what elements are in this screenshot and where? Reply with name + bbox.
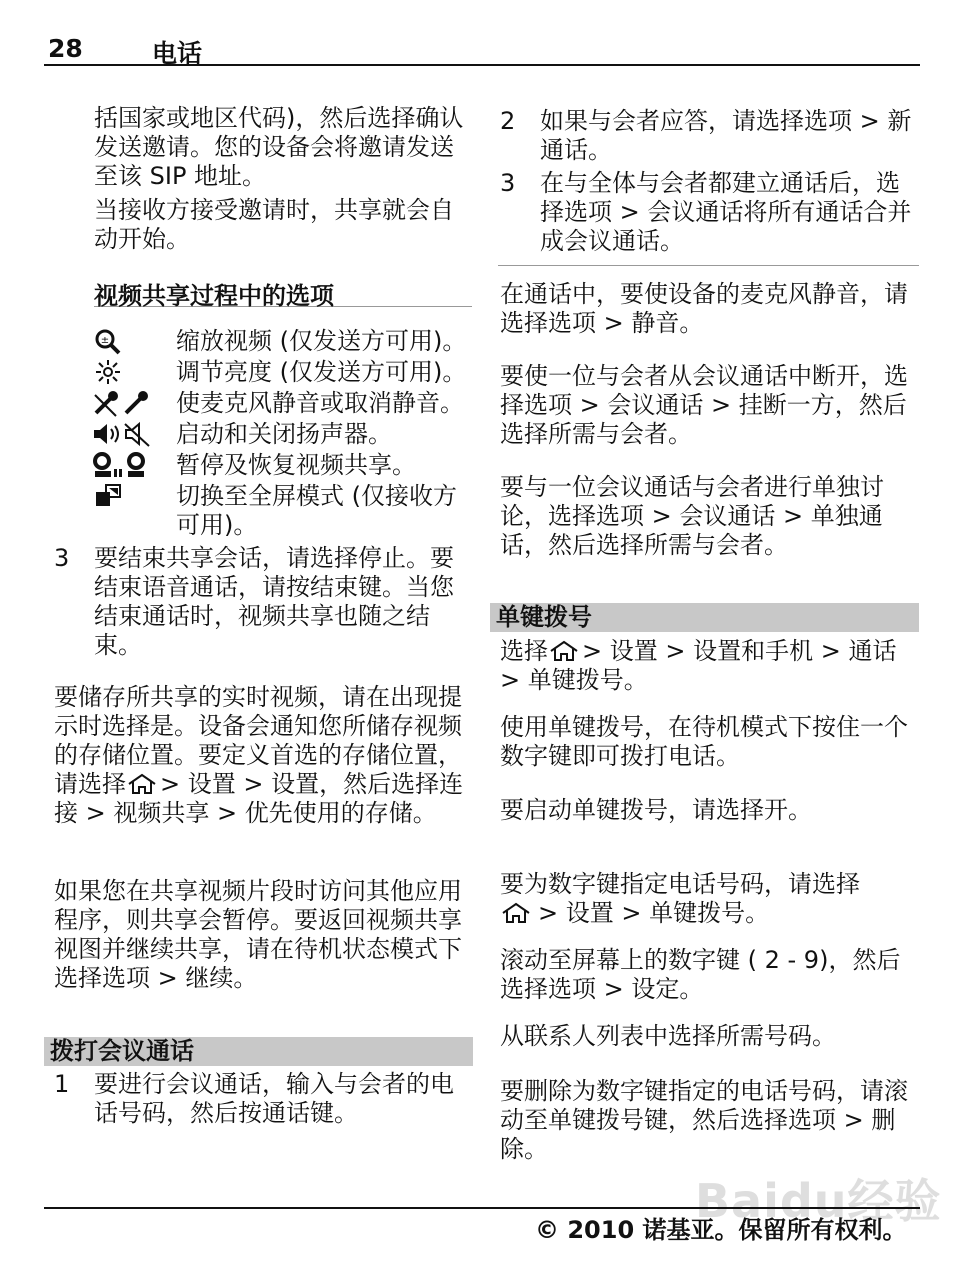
delete-number-paragraph: 要删除为数字键指定的电话号码，请滚动至单键拨号键，然后选择选项 > 删除。 [500,1077,908,1163]
options-heading: 视频共享过程中的选项 [94,276,472,307]
drop-participant-paragraph: 要使一位与会者从会议通话中断开，选择选项 > 会议通话 > 挂断一方，然后选择所需与会者。 [500,362,908,448]
page-header [44,30,920,66]
store-video-paragraph: 要储存所共享的实时视频，请在出现提示时选择是。设备会通知您所储存视频的存储位置。要定义首选的存储位置，请选择 > 设置 > 设置，然后选择连接 > 视频共享 > 优先使用的存储。 [54,683,464,827]
page-number: 28 [48,34,83,63]
conference-call-heading: 拨打会议通话 [44,1037,473,1066]
step-number: 3 [500,169,516,197]
option-text: 启动和关闭扬声器。 [176,420,392,448]
assign-key-paragraph: 要为数字键指定电话号码，请选择 > 设置 > 单键拨号。 [500,870,860,927]
home-icon [548,640,582,662]
conference-step-3: 在与全体与会者都建立通话后，选择选项 > 会议通话将所有通话合并成会议通话。 [540,169,912,255]
brightness-icon [94,358,126,386]
option-text: 缩放视频 (仅发送方可用)。 [176,327,467,355]
svg-text:±: ± [100,335,110,346]
option-text: 调节亮度 (仅发送方可用)。 [176,358,467,386]
intro-paragraph-1: 括国家或地区代码)，然后选择确认发送邀请。您的设备会将邀请发送至该 SIP 地址。 [94,104,464,190]
copyright: © 2010 诺基亚。保留所有权利。 [535,1216,907,1244]
contacts-paragraph: 从联系人列表中选择所需号码。 [500,1022,836,1050]
speed-dial-usage: 使用单键拨号，在待机模式下按住一个数字键即可拨打电话。 [500,713,908,770]
option-text: 切换至全屏模式 (仅接收方可用)。 [176,482,457,539]
speed-dial-path: 选择 > 设置 > 设置和手机 > 通话 > 单键拨号。 [500,637,897,694]
footer-rule [44,1207,920,1209]
zoom-icon [94,328,126,356]
private-call-paragraph: 要与一位会议通话与会者进行单独讨论，选择选项 > 会议通话 > 单独通话，然后选择所需与会者。 [500,473,884,559]
scroll-key-paragraph: 滚动至屏幕上的数字键 ( 2 - 9)，然后选择选项 > 设定。 [500,946,901,1003]
mute-paragraph: 在通话中，要使设备的麦克风静音，请选择选项 > 静音。 [500,280,908,337]
watermark: Baidu经验 [695,1174,942,1228]
column-divider [498,265,919,266]
end-share-step: 要结束共享会话，请选择停止。要结束语音通话，请按结束键。当您结束通话时，视频共享也随之结束。 [94,544,454,659]
option-text: 暂停及恢复视频共享。 [176,451,416,479]
speed-dial-heading: 单键拨号 [490,603,919,632]
chapter-title: 电话 [152,39,203,68]
step-number: 3 [54,544,70,572]
intro-paragraph-2: 当接收方接受邀请时，共享就会自动开始。 [94,196,454,253]
other-app-paragraph: 如果您在共享视频片段时访问其他应用程序，则共享会暂停。要返回视频共享视图并继续共享，请在待机状态模式下选择选项 > 继续。 [54,877,462,992]
pause-video-share-icon [92,451,154,479]
speaker-icon [92,420,154,448]
step-number: 1 [54,1070,70,1098]
fullscreen-icon [94,482,126,510]
option-text: 使麦克风静音或取消静音。 [176,389,464,417]
speed-dial-activate: 要启动单键拨号，请选择开。 [500,796,812,824]
home-icon [126,773,160,795]
conference-step-2: 如果与会者应答，请选择选项 > 新通话。 [540,107,912,164]
home-icon [500,902,538,924]
step-number: 2 [500,107,516,135]
conference-step-1: 要进行会议通话，输入与会者的电话号码，然后按通话键。 [94,1070,454,1127]
mute-microphone-icon [92,389,154,417]
